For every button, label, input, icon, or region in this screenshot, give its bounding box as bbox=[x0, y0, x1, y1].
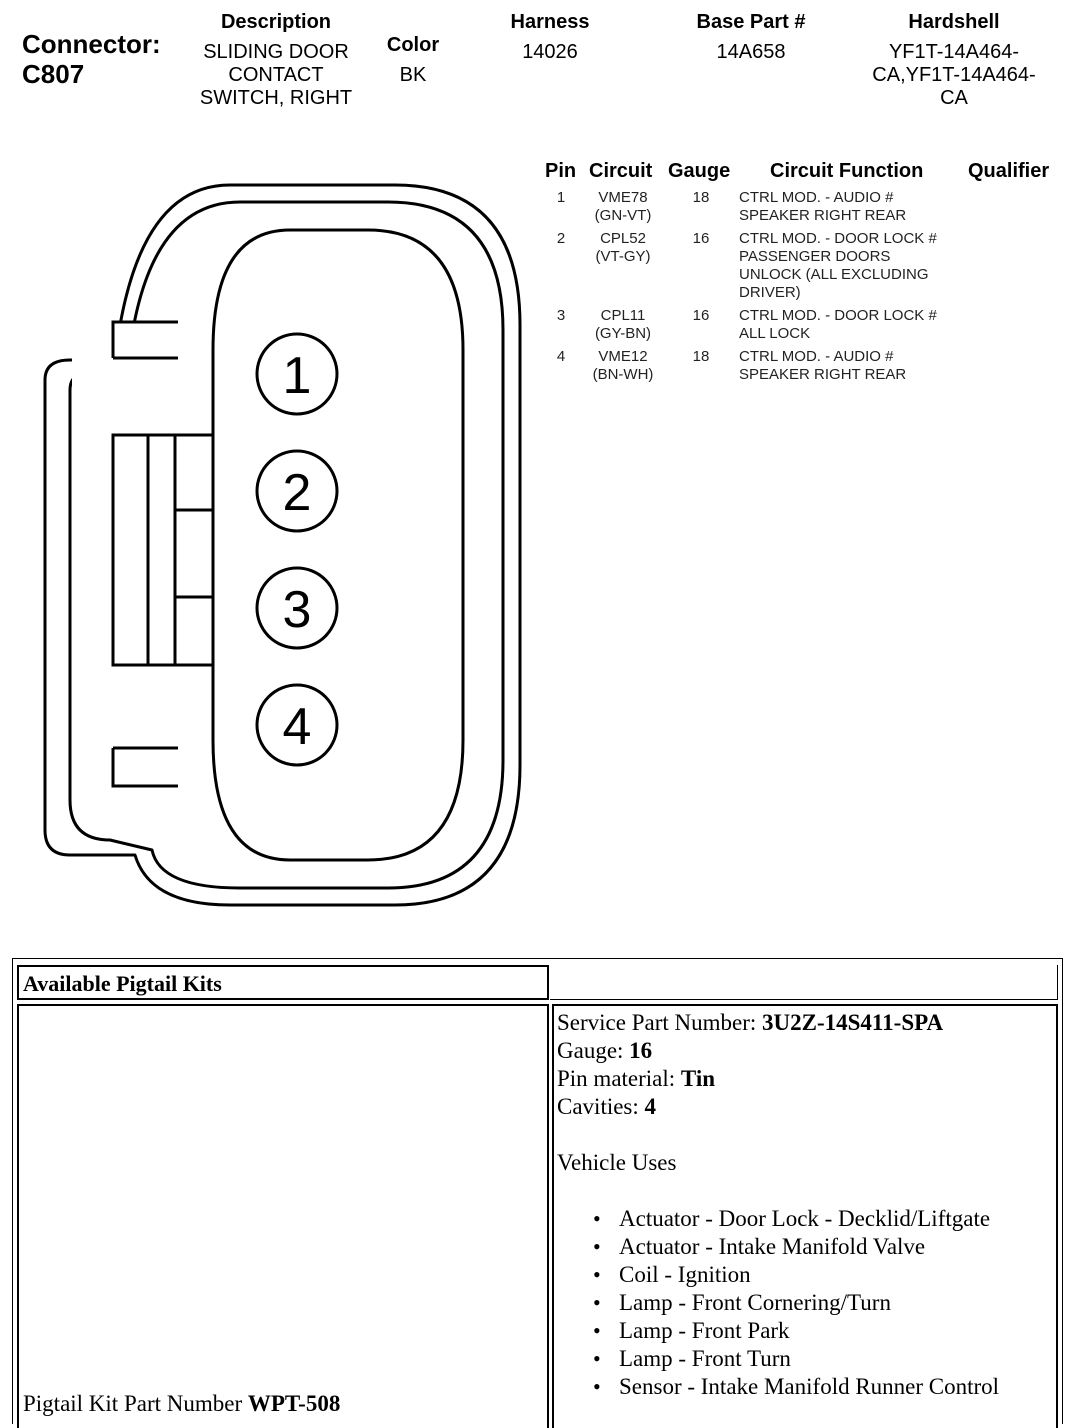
row-1-circuit: VME78 (GN-VT) bbox=[594, 189, 652, 224]
list-item: • Actuator - Door Lock - Decklid/Liftgate bbox=[557, 1205, 1053, 1233]
pigtail-title-cell bbox=[17, 965, 549, 1000]
service-part-number: 3U2Z-14S411-SPA bbox=[762, 1010, 944, 1035]
row-2-gauge: 16 bbox=[692, 230, 710, 247]
connector-title bbox=[22, 29, 161, 89]
connector-inner-cavity bbox=[213, 230, 463, 860]
pin-4-number: 4 bbox=[282, 698, 312, 756]
pin-col-header: Pin bbox=[545, 160, 577, 182]
list-item: • Lamp - Front Park bbox=[557, 1317, 1053, 1345]
gauge-col-header: Gauge bbox=[668, 160, 731, 182]
basepart-header: Base Part # bbox=[696, 11, 806, 33]
upper-latch-tab bbox=[72, 322, 178, 390]
list-item: • Coil - Ignition bbox=[557, 1261, 1053, 1289]
kit-number-label: Pigtail Kit Part Number bbox=[23, 1391, 248, 1416]
row-3-pin: 3 bbox=[556, 307, 566, 324]
pin-1-number: 1 bbox=[282, 347, 312, 405]
vehicle-uses-label: Vehicle Uses bbox=[557, 1150, 677, 1175]
row-2-pin: 2 bbox=[556, 230, 566, 247]
description-header: Description bbox=[220, 11, 332, 33]
gauge-value: 16 bbox=[629, 1038, 653, 1063]
vehicle-uses-list bbox=[557, 1205, 1053, 1401]
connector-id: C807 bbox=[22, 59, 85, 89]
list-item: • Lamp - Front Cornering/Turn bbox=[557, 1289, 1053, 1317]
hardshell-value: YF1T-14A464- CA,YF1T-14A464- CA bbox=[872, 41, 1036, 109]
row-1-gauge: 18 bbox=[692, 189, 710, 206]
basepart-value: 14A658 bbox=[716, 41, 786, 63]
row-1-pin: 1 bbox=[556, 189, 566, 206]
row-2-function: CTRL MOD. - DOOR LOCK # PASSENGER DOORS UNLOCK (ALL EXCLUDING DRIVER) bbox=[739, 230, 937, 301]
color-value: BK bbox=[399, 64, 427, 86]
list-item: • Lamp - Front Turn bbox=[557, 1345, 1053, 1373]
pin-material-line: Pin material: Tin bbox=[557, 1066, 716, 1091]
row-3-function: CTRL MOD. - DOOR LOCK # ALL LOCK bbox=[739, 307, 937, 342]
cavities-value: 4 bbox=[644, 1094, 657, 1119]
hardshell-header: Hardshell bbox=[908, 11, 1000, 33]
pigtail-details-cell bbox=[552, 1004, 1058, 1428]
harness-value: 14026 bbox=[522, 41, 578, 63]
row-4-function: CTRL MOD. - AUDIO # SPEAKER RIGHT REAR bbox=[739, 348, 907, 383]
list-item: • Sensor - Intake Manifold Runner Control bbox=[557, 1373, 1053, 1401]
kit-number-value: WPT-508 bbox=[247, 1391, 341, 1416]
gauge-line: Gauge: 16 bbox=[557, 1038, 653, 1063]
pigtail-kit-number-line bbox=[23, 1390, 340, 1418]
pigtail-details bbox=[557, 1009, 1053, 1401]
function-col-header: Circuit Function bbox=[770, 160, 924, 182]
pin-2-number: 2 bbox=[282, 464, 312, 522]
connector-outer-shell bbox=[45, 185, 520, 905]
harness-header: Harness bbox=[510, 11, 590, 33]
lower-latch-tab bbox=[113, 748, 178, 786]
pigtail-kit-cell bbox=[17, 1004, 549, 1428]
connector-label: Connector: bbox=[22, 29, 161, 59]
row-4-pin: 4 bbox=[556, 348, 566, 365]
qualifier-col-header: Qualifier bbox=[968, 160, 1050, 182]
locking-ramp-block bbox=[113, 435, 213, 665]
pin-material-value: Tin bbox=[680, 1066, 716, 1091]
pin-3-number: 3 bbox=[282, 581, 312, 639]
list-item: • Actuator - Intake Manifold Valve bbox=[557, 1233, 1053, 1261]
connector-face-diagram bbox=[0, 150, 540, 940]
row-4-circuit: VME12 (BN-WH) bbox=[592, 348, 654, 383]
row-3-circuit: CPL11 (GY-BN) bbox=[594, 307, 652, 342]
color-header: Color bbox=[386, 34, 440, 56]
row-4-gauge: 18 bbox=[692, 348, 710, 365]
row-2-circuit: CPL52 (VT-GY) bbox=[595, 230, 651, 265]
row-3-gauge: 16 bbox=[692, 307, 710, 324]
cavities-line: Cavities: 4 bbox=[557, 1094, 657, 1119]
service-part-number-line: Service Part Number: 3U2Z-14S411-SPA bbox=[557, 1010, 944, 1035]
pigtail-title-spacer bbox=[550, 965, 1058, 1000]
pigtail-title: Available Pigtail Kits bbox=[23, 971, 222, 996]
row-1-function: CTRL MOD. - AUDIO # SPEAKER RIGHT REAR bbox=[739, 189, 907, 224]
circuit-col-header: Circuit bbox=[589, 160, 653, 182]
description-value: SLIDING DOOR CONTACT SWITCH, RIGHT bbox=[199, 41, 353, 109]
